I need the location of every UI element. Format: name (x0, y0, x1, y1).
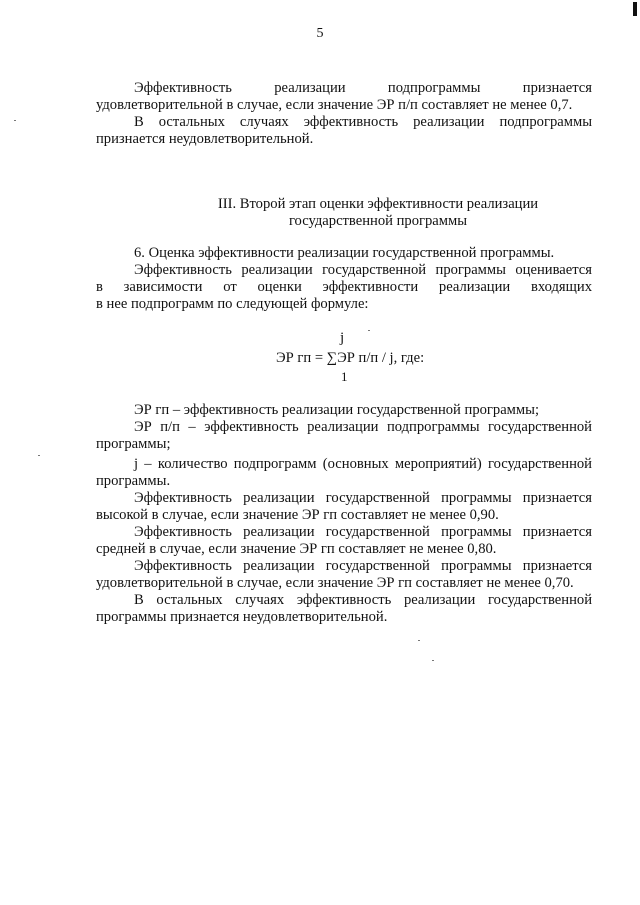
criteria-line: удовлетворительной в случае, если значение ЭР гп составляет не менее 0,70. (96, 575, 574, 591)
criteria-line: Эффективность реализации государственной программы признается (134, 558, 592, 574)
definition-line: j – количество подпрограмм (основных мероприятий) государственной (134, 456, 592, 472)
definition-line: программы. (96, 473, 171, 489)
para-line: удовлетворительной в случае, если значение ЭР п/п составляет не менее 0,7. (96, 97, 573, 113)
criteria-line: программы признается неудовлетворительной. (96, 609, 388, 625)
para-line: 6. Оценка эффективности реализации государственной программы. (134, 245, 555, 261)
scan-speck (38, 455, 40, 456)
formula-upper-limit: j (340, 330, 345, 346)
para-line: в нее подпрограмм по следующей формуле: (96, 296, 369, 312)
scan-speck (14, 120, 16, 121)
formula: ЭР гп = ∑ЭР п/п / j, где: (276, 350, 425, 366)
criteria-line: В остальных случаях эффективность реализации государственной (134, 592, 592, 608)
definition-line: ЭР гп – эффективность реализации государственной программы; (134, 402, 539, 418)
definition-line: ЭР п/п – эффективность реализации подпрограммы государственной (134, 419, 592, 435)
para-line: В остальных случаях эффективность реализации подпрограммы (134, 114, 592, 130)
scan-speck (432, 660, 434, 661)
scan-edge-mark (633, 2, 637, 16)
criteria-line: высокой в случае, если значение ЭР гп составляет не менее 0,90. (96, 507, 499, 523)
section-heading-line1: III. Второй этап оценки эффективности реализации (217, 196, 539, 212)
scan-speck (418, 640, 420, 641)
definition-line: программы; (96, 436, 171, 452)
para-line: Эффективность реализации государственной программы оценивается (134, 262, 592, 278)
formula-lower-limit: 1 (341, 369, 348, 384)
scan-speck (368, 330, 370, 331)
section-heading-line2: государственной программы (288, 213, 468, 229)
criteria-line: средней в случае, если значение ЭР гп составляет не менее 0,80. (96, 541, 497, 557)
criteria-line: Эффективность реализации государственной программы признается (134, 524, 592, 540)
para-line: в зависимости от оценки эффективности реализации входящих (96, 279, 592, 295)
para-line: Эффективность реализации подпрограммы признается (134, 80, 592, 96)
page-number: 5 (316, 26, 324, 41)
criteria-line: Эффективность реализации государственной программы признается (134, 490, 592, 506)
para-line: признается неудовлетворительной. (96, 131, 314, 147)
